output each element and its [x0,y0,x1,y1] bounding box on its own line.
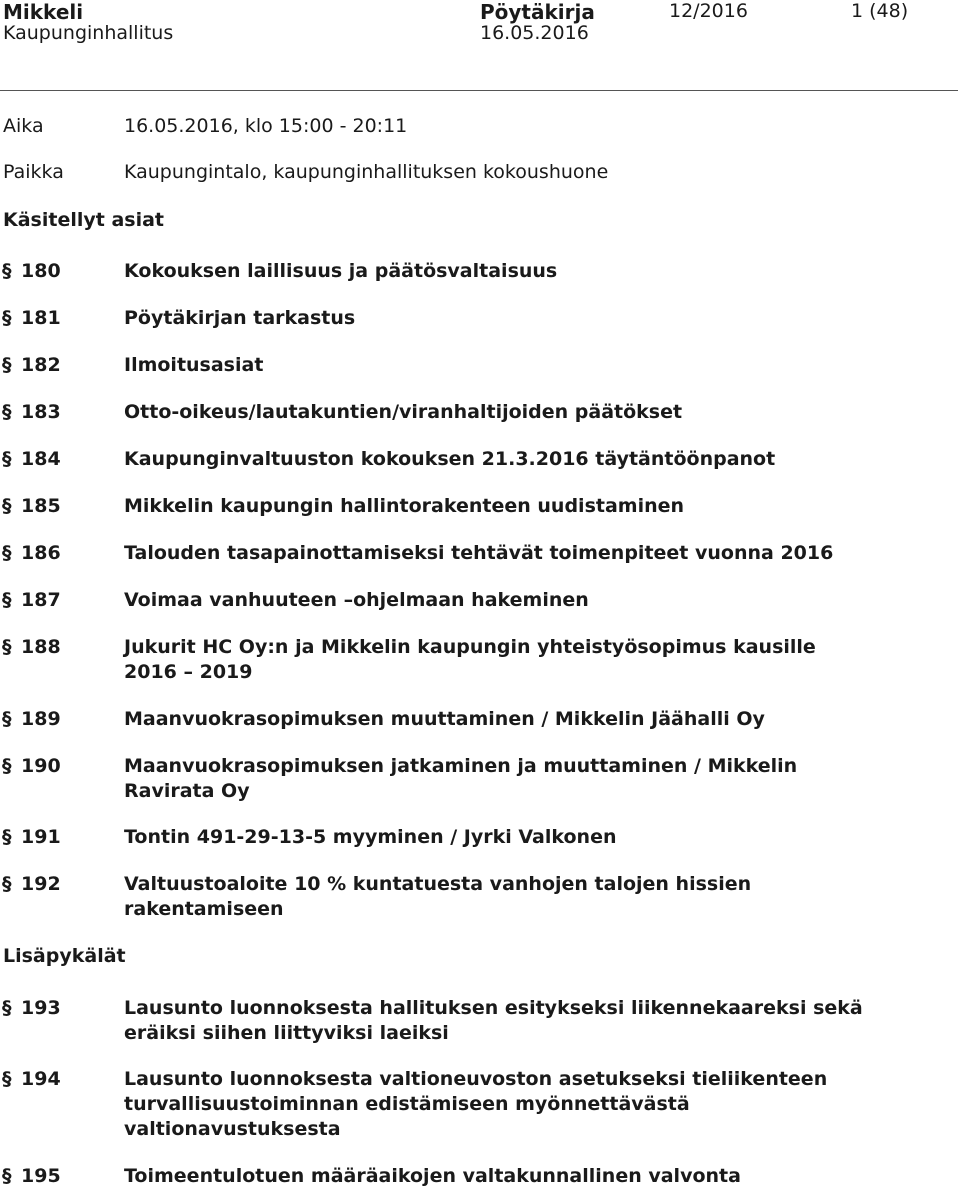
place-label: Paikka [3,161,64,183]
item-number: 191 [21,826,61,848]
item-number: 186 [21,542,61,564]
item-number: 187 [21,589,61,611]
item-number: 183 [21,401,61,423]
time-value: 16.05.2016, klo 15:00 - 20:11 [124,115,408,137]
section-symbol: § [2,1068,12,1090]
section-symbol: § [2,826,12,848]
document-number: 12/2016 [669,0,748,22]
item-title: Maanvuokrasopimuksen muuttaminen / Mikkelin Jäähalli Oy [124,708,765,730]
section-symbol: § [2,260,12,282]
meeting-date: 16.05.2016 [480,22,589,44]
item-number: 185 [21,495,61,517]
item-number: 190 [21,755,61,777]
section-heading-extra: Lisäpykälät [3,945,126,967]
document-type: Pöytäkirja [480,0,595,24]
section-heading-handled: Käsitellyt asiat [3,209,164,231]
item-number: 181 [21,307,61,329]
section-symbol: § [2,542,12,564]
document-header [0,0,960,46]
item-title: Valtuustoaloite 10 % kuntatuesta vanhojen talojen hissien rakentamiseen [124,873,752,920]
item-title: Tontin 491-29-13-5 myyminen / Jyrki Valkonen [124,826,617,848]
item-title: Kokouksen laillisuus ja päätösvaltaisuus [124,260,558,282]
section-symbol: § [2,1165,12,1187]
section-symbol: § [2,495,12,517]
page-indicator: 1 (48) [851,0,909,22]
city-name: Mikkeli [3,0,84,24]
time-label: Aika [3,115,44,137]
item-number: 194 [21,1068,61,1090]
item-title: Kaupunginvaltuuston kokouksen 21.3.2016 täytäntöönpanot [124,448,776,470]
item-number: 184 [21,448,61,470]
item-number: 188 [21,636,61,658]
item-title: Otto-oikeus/lautakuntien/viranhaltijoiden päätökset [124,401,683,423]
item-title: Voimaa vanhuuteen –ohjelmaan hakeminen [124,589,589,611]
item-title: Jukurit HC Oy:n ja Mikkelin kaupungin yhteistyösopimus kausille 2016 – 2019 [124,636,816,683]
item-title: Lausunto luonnoksesta valtioneuvoston asetukseksi tieliikenteen turvallisuustoiminnan edistämiseen myönnettävästä valtionavustuksesta [124,1068,828,1140]
section-symbol: § [2,873,12,895]
item-title: Lausunto luonnoksesta hallituksen esitykseksi liikennekaareksi sekä eräiksi siihen liittyviksi laeiksi [124,997,863,1044]
section-symbol: § [2,708,12,730]
item-title: Maanvuokrasopimuksen jatkaminen ja muuttaminen / Mikkelin Ravirata Oy [124,755,798,802]
item-number: 195 [21,1165,61,1187]
place-value: Kaupungintalo, kaupunginhallituksen kokoushuone [124,161,609,183]
section-symbol: § [2,755,12,777]
section-symbol: § [2,354,12,376]
item-title: Ilmoitusasiat [124,354,264,376]
item-number: 182 [21,354,61,376]
item-title: Toimeentulotuen määräaikojen valtakunnallinen valvonta [124,1165,741,1187]
header-divider [0,90,958,91]
section-symbol: § [2,448,12,470]
item-title: Talouden tasapainottamiseksi tehtävät toimenpiteet vuonna 2016 [124,542,834,564]
section-symbol: § [2,997,12,1019]
section-symbol: § [2,307,12,329]
section-symbol: § [2,401,12,423]
item-number: 189 [21,708,61,730]
item-number: 192 [21,873,61,895]
section-symbol: § [2,589,12,611]
item-number: 193 [21,997,61,1019]
item-title: Mikkelin kaupungin hallintorakenteen uudistaminen [124,495,685,517]
body-name: Kaupunginhallitus [3,22,174,44]
section-symbol: § [2,636,12,658]
item-title: Pöytäkirjan tarkastus [124,307,356,329]
item-number: 180 [21,260,61,282]
